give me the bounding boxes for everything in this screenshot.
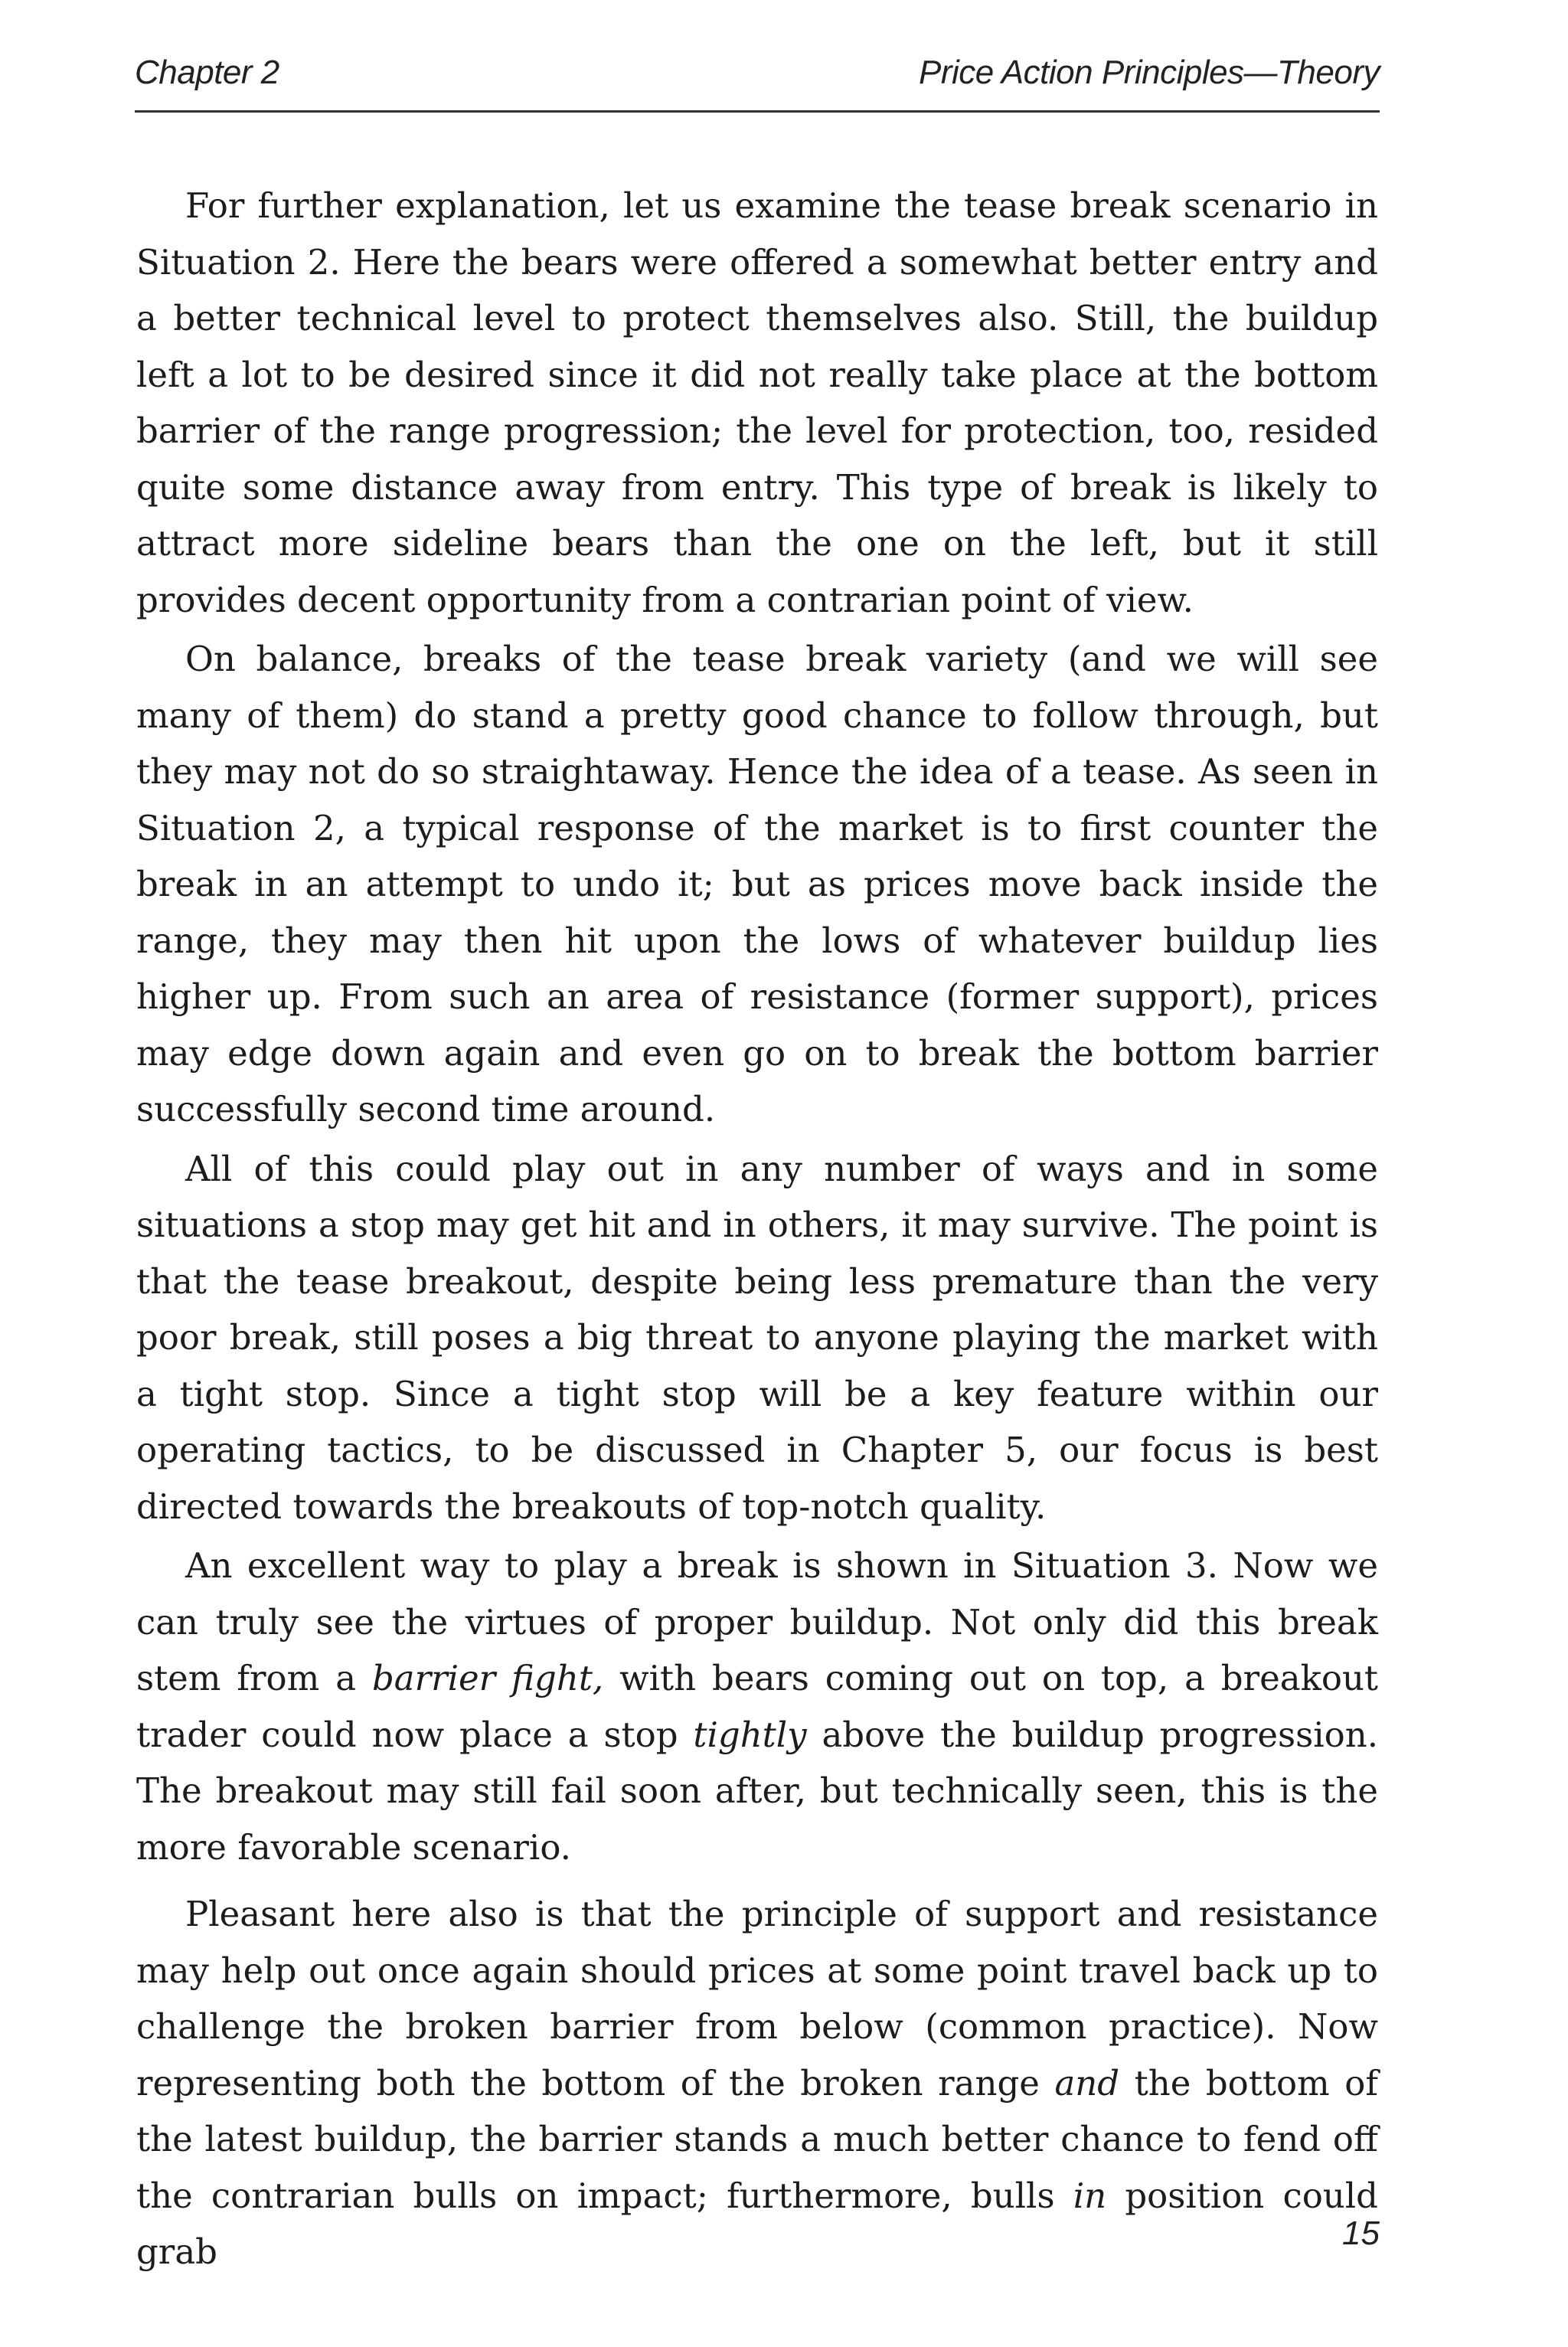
paragraph-5-text-c: position could grab <box>136 2175 1378 2272</box>
paragraph-2-text: On balance, breaks of the tease break variety (and we will see many of them) do stand a pretty good chance to follow through, but they may not do so straightaway. Hence the idea of a tease. As seen in Situation 2, a typical response of the market is to first counter the break in an attempt to undo it; but as prices move back inside the range, they may then hit upon the lows of whatever buildup lies higher up. From such an area of resistance (former support), prices may edge down again and even go on to break the bottom barrier successfully second time around. <box>136 639 1378 1129</box>
paragraph-1 <box>136 178 1378 628</box>
paragraph-5-text-a: Pleasant here also is that the principle of support and resistance may help out once again should prices at some point travel back up to challenge the broken barrier from below (common practice). Now representing both the bottom of the broken range <box>136 1894 1378 2103</box>
paragraph-5-emphasis-and: and <box>1054 2062 1120 2103</box>
running-header <box>135 47 1380 103</box>
paragraph-4 <box>136 1538 1378 1875</box>
paragraph-5-emphasis-in: in <box>1073 2175 1107 2216</box>
paragraph-3-text: All of this could play out in any number of ways and in some situations a stop may get hit and in others, it may survive. The point is that the tease breakout, despite being less premature than the very poor break, still poses a big threat to anyone playing the market with a tight stop. Since a tight stop will be a key feature within our operating tactics, to be discussed in Chapter 5, our focus is best directed towards the breakouts of top-notch quality. <box>136 1148 1378 1527</box>
paragraph-5 <box>136 1886 1378 2280</box>
paragraph-5-text-b: the bottom of the latest buildup, the barrier stands a much better chance to fend off the contrarian bulls on impact; furthermore, bulls <box>136 2062 1379 2216</box>
paragraph-4-text-c: above the buildup progression. The breakout may still fail soon after, but technically seen, this is the more favorable scenario. <box>136 1714 1378 1868</box>
paragraph-4-emphasis-tightly: tightly <box>693 1714 807 1755</box>
paragraph-1-text: For further explanation, let us examine the tease break scenario in Situation 2. Here the bears were offered a somewhat better entry and a better technical level to protect themselves also. Still, the buildup left a lot to be desired since it did not really take place at the bottom barrier of the range progression; the level for protection, too, resided quite some distance away from entry. This type of break is likely to attract more sideline bears than the one on the left, but it still provides decent opportunity from a contrarian point of view. <box>136 185 1378 620</box>
paragraph-3 <box>136 1141 1378 1535</box>
header-divider <box>135 110 1380 113</box>
paragraph-2 <box>136 631 1378 1138</box>
paragraph-4-text-a: An excellent way to play a break is shown in Situation 3. Now we can truly see the virtues of proper buildup. Not only did this break stem from a <box>136 1545 1378 1698</box>
paragraph-4-emphasis-barrier-fight: barrier fight, <box>371 1658 604 1698</box>
page-number: 15 <box>1342 2215 1380 2252</box>
chapter-label: Chapter 2 <box>135 54 279 91</box>
paragraph-4-text-b: with bears coming out on top, a breakout trader could now place a stop <box>136 1658 1379 1755</box>
body-text <box>136 178 1378 2280</box>
section-title: Price Action Principles—Theory <box>918 54 1380 91</box>
